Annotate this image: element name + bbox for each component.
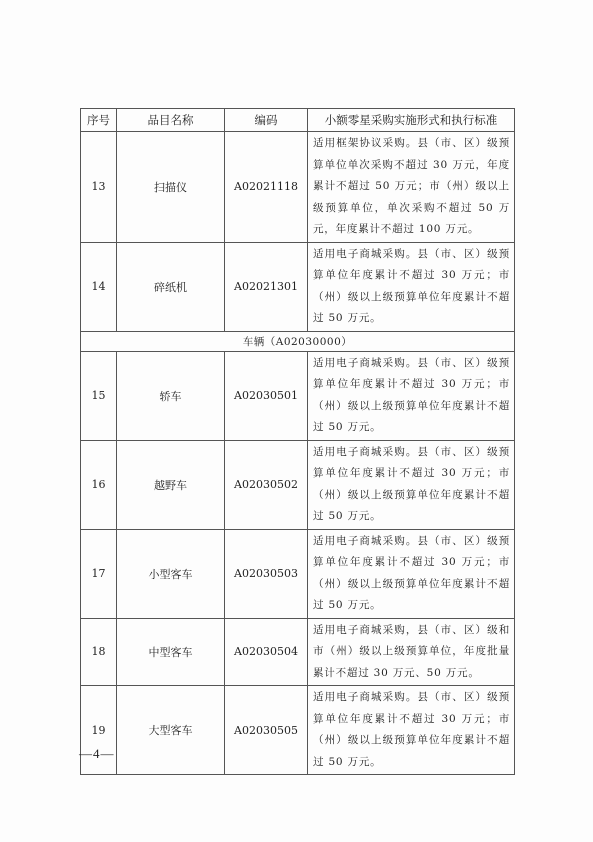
category-label: 车辆（A02030000） (81, 331, 515, 351)
row-seq: 15 (81, 351, 117, 440)
table-row (81, 242, 515, 331)
row-standard: 适用电子商城采购。县（市、区）级预算单位年度累计不超过 30 万元；市（州）级以上级预算单位年度累计不超过 50 万元。 (308, 686, 515, 775)
row-seq: 18 (81, 618, 117, 686)
row-code: A02030504 (225, 618, 308, 686)
row-item-name: 小型客车 (117, 529, 225, 618)
row-standard: 适用电子商城采购。县（市、区）级预算单位年度累计不超过 30 万元；市（州）级以上级预算单位年度累计不超过 50 万元。 (308, 440, 515, 529)
table-row (81, 618, 515, 686)
row-code: A02030505 (225, 686, 308, 775)
row-seq: 16 (81, 440, 117, 529)
row-item-name: 越野车 (117, 440, 225, 529)
header-code: 编码 (225, 109, 308, 132)
row-seq: 14 (81, 242, 117, 331)
table-row (81, 529, 515, 618)
row-code: A02030502 (225, 440, 308, 529)
header-standard: 小额零星采购实施形式和执行标准 (308, 109, 515, 132)
row-standard: 适用电子商城采购。县（市、区）级预算单位年度累计不超过 30 万元；市（州）级以上级预算单位年度累计不超过 50 万元。 (308, 351, 515, 440)
row-standard: 适用电子商城采购。县（市、区）级预算单位年度累计不超过 30 万元；市（州）级以上级预算单位年度累计不超过 50 万元。 (308, 242, 515, 331)
header-seq: 序号 (81, 109, 117, 132)
row-code: A02021301 (225, 242, 308, 331)
table-header-row (81, 109, 515, 132)
row-seq: 17 (81, 529, 117, 618)
procurement-standards-table (80, 108, 515, 775)
row-item-name: 中型客车 (117, 618, 225, 686)
page-number: —4— (79, 746, 115, 761)
table-row (81, 132, 515, 243)
table-row (81, 351, 515, 440)
row-seq: 13 (81, 132, 117, 243)
table-row (81, 440, 515, 529)
row-code: A02021118 (225, 132, 308, 243)
row-code: A02030503 (225, 529, 308, 618)
row-item-name: 碎纸机 (117, 242, 225, 331)
category-row (81, 331, 515, 351)
row-item-name: 大型客车 (117, 686, 225, 775)
row-seq: 19 (81, 686, 117, 775)
row-item-name: 扫描仪 (117, 132, 225, 243)
table-row (81, 686, 515, 775)
row-standard: 适用电子商城采购。县（市、区）级预算单位年度累计不超过 30 万元；市（州）级以上级预算单位年度累计不超过 50 万元。 (308, 529, 515, 618)
row-code: A02030501 (225, 351, 308, 440)
row-item-name: 轿车 (117, 351, 225, 440)
header-item-name: 品目名称 (117, 109, 225, 132)
row-standard: 适用框架协议采购。县（市、区）级预算单位单次采购不超过 30 万元，年度累计不超过 50 万元；市（州）级以上级预算单位，单次采购不超过 50 万元，年度累计不超过 100 万元。 (308, 132, 515, 243)
row-standard: 适用电子商城采购，县（市、区）级和市（州）级以上级预算单位，年度批量累计不超过 30 万元、50 万元。 (308, 618, 515, 686)
